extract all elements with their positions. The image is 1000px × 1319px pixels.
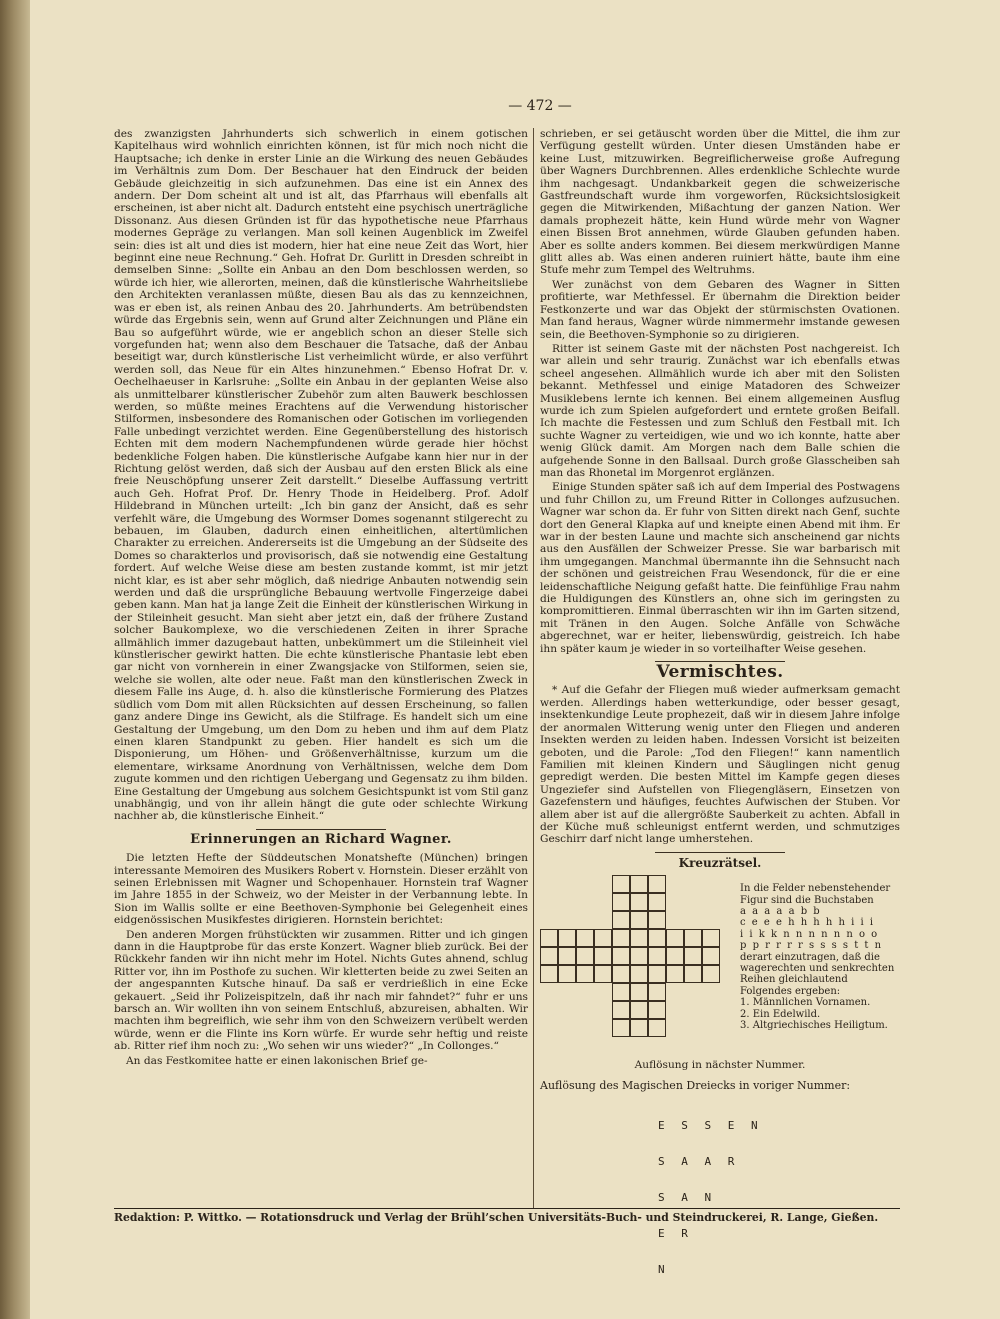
triangle-row: E S S E N <box>658 1118 763 1132</box>
section-divider <box>256 829 386 830</box>
right-column <box>540 128 900 1276</box>
grid-cell <box>612 929 630 947</box>
wagner-paragraph: An das Festkomitee hatte er einen lakonischen Brief ge- <box>126 1054 428 1067</box>
wagner-continued-paragraph: schrieben, er sei getäuscht worden über die Mittel, die ihm zur Verfügung gestellt würden. Unter diesen Umständen habe er keine Lust, mitzuwirken. Begreiflicherweise große Aufregung über Wagners Durchbrennen. Alles erdenkliche Schlechte wurde ihm nachgesagt. Undankbarkeit gegen die schweizerische Gastfreundschaft wurde ihm vorgeworfen, Rücksichtslosigkeit gegen die Mitwirkenden, Mißachtung der ganzen Nation. Wer damals prophezeit hätte, kein Hund würde mehr von Wagner einen Bissen Brot annehmen, würde Glauben gefunden haben. Aber es sollte anders kommen. Bei diesem merkwürdigen Manne glitt alles ab. Was einen anderen ruiniert hätte, baute ihm eine Stufe mehr zum Tempel des Weltruhms. <box>540 128 900 277</box>
section-divider <box>655 852 785 853</box>
clue-intro: In die Felder nebenstehender Figur sind die Buchstaben <box>740 883 891 906</box>
grid-cell <box>648 983 666 1001</box>
grid-cell <box>630 965 648 983</box>
grid-cell <box>648 893 666 911</box>
grid-cell <box>702 947 720 965</box>
clue-item: 1. Männlichen Vornamen. <box>740 997 871 1009</box>
grid-cell <box>630 1019 648 1037</box>
grid-cell <box>702 965 720 983</box>
grid-cell <box>630 983 648 1001</box>
vermischtes-title: Vermischtes. <box>656 662 784 683</box>
grid-cell <box>612 911 630 929</box>
grid-cell <box>594 947 612 965</box>
grid-cell <box>666 965 684 983</box>
triangle-row: E R <box>658 1226 693 1240</box>
crossword-grid <box>540 875 730 1050</box>
grid-cell <box>540 929 558 947</box>
grid-cell <box>630 893 648 911</box>
grid-cell <box>612 893 630 911</box>
puzzle-title: Kreuzrätsel. <box>678 855 762 870</box>
clue-letters: c e e e h h h h h i i i <box>740 917 875 929</box>
page-number: — 472 — <box>508 98 572 114</box>
clue-outro: derart einzutragen, daß die wagerechten und senkrechten Reihen gleichlautend Folgendes ergeben: <box>740 951 895 997</box>
grid-cell <box>648 1001 666 1019</box>
left-column <box>114 128 528 1206</box>
grid-cell <box>576 947 594 965</box>
grid-cell <box>648 1019 666 1037</box>
grid-cell <box>540 947 558 965</box>
triangle-row: S A N <box>658 1190 717 1204</box>
grid-cell <box>648 911 666 929</box>
vermischtes-paragraph: * Auf die Gefahr der Fliegen muß wieder aufmerksam gemacht werden. Allerdings haben wetterkundige, oder besser gesagt, insektenkundige Leute prophezeit, daß wir in diesem Jahre infolge der anormalen Witterung wenig unter den Fliegen und anderen Insekten werden zu leiden haben. Indessen Vorsicht ist beizeiten geboten, und die Parole: „Tod den Fliegen!“ kann namentlich Familien mit kleinen Kindern und Säuglingen nicht genug gepredigt werden. Die besten Mittel im Kampfe gegen dieses Ungeziefer sind Aufstellen von Fliegengläsern, Einsetzen von Gazefenstern und häufiges, feuchtes Aufwischen der Stuben. Vor allem aber ist auf die allergrößte Sauberkeit zu achten. Abfall in der Küche muß schleunigst entfernt werden, und schmutziges Geschirr darf nicht lange umherstehen. <box>540 684 900 846</box>
grid-cell <box>648 947 666 965</box>
grid-cell <box>612 947 630 965</box>
grid-cell <box>666 947 684 965</box>
grid-cell <box>648 965 666 983</box>
grid-cell <box>684 947 702 965</box>
puzzle-clue <box>740 883 900 1031</box>
grid-cell <box>630 875 648 893</box>
grid-cell <box>630 1001 648 1019</box>
grid-cell <box>702 929 720 947</box>
crossword-puzzle <box>540 875 900 1055</box>
grid-cell <box>612 1001 630 1019</box>
grid-cell <box>684 929 702 947</box>
triangle-row: S A A R <box>658 1154 740 1168</box>
grid-cell <box>612 875 630 893</box>
wagner-paragraph: Den anderen Morgen frühstückten wir zusammen. Ritter und ich gingen dann in die Hauptprobe für das erste Konzert. Wagner blieb zurück. Bei der Rückkehr fanden wir ihn nicht mehr im Hotel. Nichts Gutes ahnend, schlug Ritter vor, ihn im Posthofe zu suchen. Wir kletterten beide zu zwei Seiten an der angespannten Kutsche hinauf. Da saß er verdrießlich in eine Ecke gekauert. „Seid ihr Polizeispitzeln, daß ihr nach mir fahndet?“ fuhr er uns barsch an. Wir wollten ihn von seinem Entschluß, abzureisen, abhalten. Wir machten ihm begreiflich, wie sehr ihm von den Schweizern verübelt werden würde, wenn er die Flinte ins Korn würfe. Er wurde sehr heftig und reiste ab. Ritter rief ihm noch zu: „Wo sehen wir uns wieder?“ „In Collonges.“ <box>114 928 528 1053</box>
grid-cell <box>648 929 666 947</box>
grid-cell <box>684 965 702 983</box>
grid-cell <box>594 965 612 983</box>
article-paragraph: des zwanzigsten Jahrhunderts sich schwerlich in einem gotischen Kapitelhaus wird wohnlich einrichten können, ist für mich noch nicht die Hauptsache; ich denke in erster Linie an die Wirkung des neuen Gebäudes im Verhältnis zum Dom. Der Beschauer hat den Eindruck der beiden Gebäude gleichzeitig in sich aufzunehmen. Das eine ist ein Annex des andern. Der Dom scheint alt und ist alt, das Pfarrhaus will ebenfalls alt erscheinen, ist aber nicht alt. Dadurch entsteht eine psychisch unerträgliche Dissonanz. Aus diesen Gründen ist für das hypothetische neue Pfarrhaus modernes Gepräge zu verlangen. Man soll keinen Augenblick im Zweifel sein: dies ist alt und dies ist modern, hier hat eine neue Zeit das Wort, hier beginnt eine neue Rechnung.“ Geh. Hofrat Dr. Gurlitt in Dresden schreibt in demselben Sinne: „Sollte ein Anbau an den Dom beschlossen werden, so würde ich hier, wie allerorten, meinen, daß die künstlerische Wahrheitsliebe den Architekten veranlassen müßte, diesen Bau als das zu kennzeichnen, was er eben ist, als reinen Anbau des 20. Jahrhunderts. Am betrübendsten würde das Ergebnis sein, wenn auf Grund alter Zeichnungen und Pläne ein Bau so aufgeführt würde, wie er angeblich schon an dieser Stelle sich vorgefunden hat; wenn also dem Beschauer die Tatsache, daß der Anbau beseitigt war, durch künstlerische List verheimlicht würde, er also verführt werden soll, das Neue für ein Altes hinzunehmen.“ Ebenso Hofrat Dr. v. Oechelhaeuser in Karlsruhe: „Sollte ein Anbau in der geplanten Weise also als unmittelbarer künstlerischer Zubehör zum alten Bauwerk beschlossen werden, so müßte meines Erachtens auf die Verwendung historischer Stilformen, insbesondere des Romanischen oder Gotischen im vorliegenden Falle unbedingt verzichtet werden. Eine Gegenüberstellung des historisch Echten mit dem modern Nachempfundenen würde gerade hier höchst bedenkliche Folgen haben. Die künstlerische Aufgabe kann hier nur in der Richtung gelöst werden, daß sich der Ausbau auf den ersten Blick als eine freie Neuschöpfung unserer Zeit darstellt.“ Dieselbe Auffassung vertritt auch Geh. Hofrat Prof. Dr. Henry Thode in Heidelberg. Prof. Adolf Hildebrand in München urteilt: „Ich bin ganz der Ansicht, daß es sehr verfehlt wäre, die Umgebung des Wormser Domes sogenannt stilgerecht zu bebauen, im Glauben, dadurch einen einheitlichen, altertümlichen Charakter zu erreichen. Andererseits ist die Umgebung an der Südseite des Domes so charakterlos und provisorisch, daß sie notwendig eine Gestaltung fordert. Auf welche Weise diese am besten zustande kommt, ist mir jetzt nicht klar, es ist aber sehr möglich, daß niedrige Anbauten notwendig sein werden und daß die ursprüngliche Bebauung wertvolle Fingerzeige dabei geben kann. Man hat ja lange Zeit die Einheit der künstlerischen Wirkung in der Stileinheit gesucht. Man sieht aber jetzt ein, daß der frühere Zustand solcher Baukomplexe, wo die verschiedenen Zeiten in ihrer Sprache allmählich immer dazugebaut hatten, unbekümmert um die Stileinheit viel künstlerischer gewirkt hatten. Die echte künstlerische Phantasie lebt eben gar nicht von vornherein in einer Zwangsjacke von Stilformen, seien sie, welche sie wollen, alte oder neue. Faßt man den künstlerischen Zweck in diesem Falle ins Auge, d. h. also die künstlerische Formierung des Platzes südlich vom Dom mit allen Rücksichten auf dessen Erscheinung, so fallen ganz andere Dinge ins Gewicht, als die Stilfrage. Es handelt sich um eine Gestaltung der Umgebung, um den Dom zu heben und ihm auf dem Platz einen klaren Standpunkt zu geben. Hier handelt es sich um die Disponierung, um Höhen- und Größenverhältnisse, kurzum um die elementare, wirksame Anordnung von Verhältnissen, welche dem Dom zugute kommen und den richtigen Uebergang und Gegensatz zu ihm bilden. Eine Gestaltung der Umgebung aus solchem Gesichtspunkt ist vom Stil ganz unabhängig, und von ihr allein hängt die gute oder schlechte Wirkung nachher ab, die künstlerische Einheit.“ <box>114 128 528 823</box>
grid-cell <box>612 983 630 1001</box>
grid-cell <box>630 911 648 929</box>
column-divider <box>533 128 534 1208</box>
grid-cell <box>576 965 594 983</box>
solution-title: Auflösung des Magischen Dreiecks in voriger Nummer: <box>540 1078 851 1092</box>
grid-cell <box>576 929 594 947</box>
grid-cell <box>540 965 558 983</box>
grid-cell <box>648 875 666 893</box>
grid-cell <box>612 965 630 983</box>
imprint-footer: Redaktion: P. Wittko. — Rotationsdruck und Verlag der Brühl’schen Universitäts-Buch- und Steindruckerei, R. Lange, Gießen. <box>114 1208 900 1224</box>
grid-cell <box>666 929 684 947</box>
grid-cell <box>630 929 648 947</box>
grid-cell <box>558 965 576 983</box>
magic-triangle-solution <box>658 1096 900 1300</box>
book-gutter <box>0 0 30 1319</box>
grid-cell <box>558 929 576 947</box>
triangle-row: N <box>658 1262 670 1276</box>
grid-cell <box>630 947 648 965</box>
clue-letters: a a a a a b b <box>740 905 822 917</box>
grid-cell <box>612 1019 630 1037</box>
clue-item: 2. Ein Edelwild. <box>740 1008 821 1020</box>
wagner-section-title: Erinnerungen an Richard Wagner. <box>190 831 452 847</box>
puzzle-caption: Auflösung in nächster Nummer. <box>634 1059 806 1072</box>
wagner-continued-paragraph: Wer zunächst von dem Gebaren des Wagner in Sitten profitierte, war Methfessel. Er übernahm die Direktion beider Festkonzerte und war das Objekt der stürmischsten Ovationen. Man fand heraus, Wagner würde nimmermehr imstande gewesen sein, die Beethoven-Symphonie so zu dirigieren. <box>540 278 900 341</box>
clue-letters: i i k k n n n n n n o o <box>740 928 879 940</box>
grid-cell <box>594 929 612 947</box>
wagner-paragraph: Die letzten Hefte der Süddeutschen Monatshefte (München) bringen interessante Memoiren des Musikers Robert v. Hornstein. Dieser erzählt von seinen Erlebnissen mit Wagner und Schopenhauer. Hornstein traf Wagner im Jahre 1855 in der Schweiz, wo der Meister in der Verbannung lebte. In Sion im Wallis sollte er eine Beethoven-Symphonie bei Gelegenheit eines eidgenössischen Musikfestes dirigieren. Hornstein berichtet: <box>114 852 528 927</box>
wagner-continued-paragraph: Ritter ist seinem Gaste mit der nächsten Post nachgereist. Ich war allein und sehr traurig. Zunächst war ich ebenfalls etwas scheel angesehen. Allmählich wurde ich aber mit den Solisten bekannt. Methfessel und einige Matadoren des Schweizer Musiklebens lernte ich kennen. Bei einem allgemeinen Ausflug wurde ich zum Spielen aufgefordert und erntete großen Beifall. Ich machte die Festessen und zum Schluß den Festball mit. Ich suchte Wagner zu verteidigen, wie und wo ich konnte, hatte aber wenig Glück damit. Am Morgen nach dem Balle schien die aufgehende Sonne in den Ballsaal. Durch große Glasscheiben sah man das Rhonetal im Morgenrot erglänzen. <box>540 342 900 479</box>
wagner-continued-paragraph: Einige Stunden später saß ich auf dem Imperial des Postwagens und fuhr Chillon zu, um Freund Ritter in Collonges aufzusuchen. Wagner war schon da. Er fuhr von Sitten direkt nach Genf, suchte dort den General Klapka auf und kneipte einen Abend mit ihm. Er war in der besten Laune und machte sich anscheinend gar nichts aus den Ausfällen der Schweizer Presse. Sie war barbarisch mit ihm umgegangen. Manchmal übermannte ihn die Sehnsucht nach der schönen und geistreichen Frau Wesendonck, für die er eine leidenschaftliche Neigung gefaßt hatte. Die feinfühlige Frau nahm die Huldigungen des Künstlers an, ohne sich im geringsten zu kompromittieren. Einmal überraschten wir ihn im Garten sitzend, mit Tränen in den Augen. Solche Anfälle von Schwäche abgerechnet, war er heiter, liebenswürdig, geistreich. Ich habe ihn später kaum je wieder in so vorteilhafter Weise gesehen. <box>540 481 900 655</box>
clue-item: 3. Altgriechisches Heiligtum. <box>740 1020 888 1032</box>
clue-letters: p p r r r r s s s s t t n <box>740 940 883 952</box>
grid-cell <box>558 947 576 965</box>
